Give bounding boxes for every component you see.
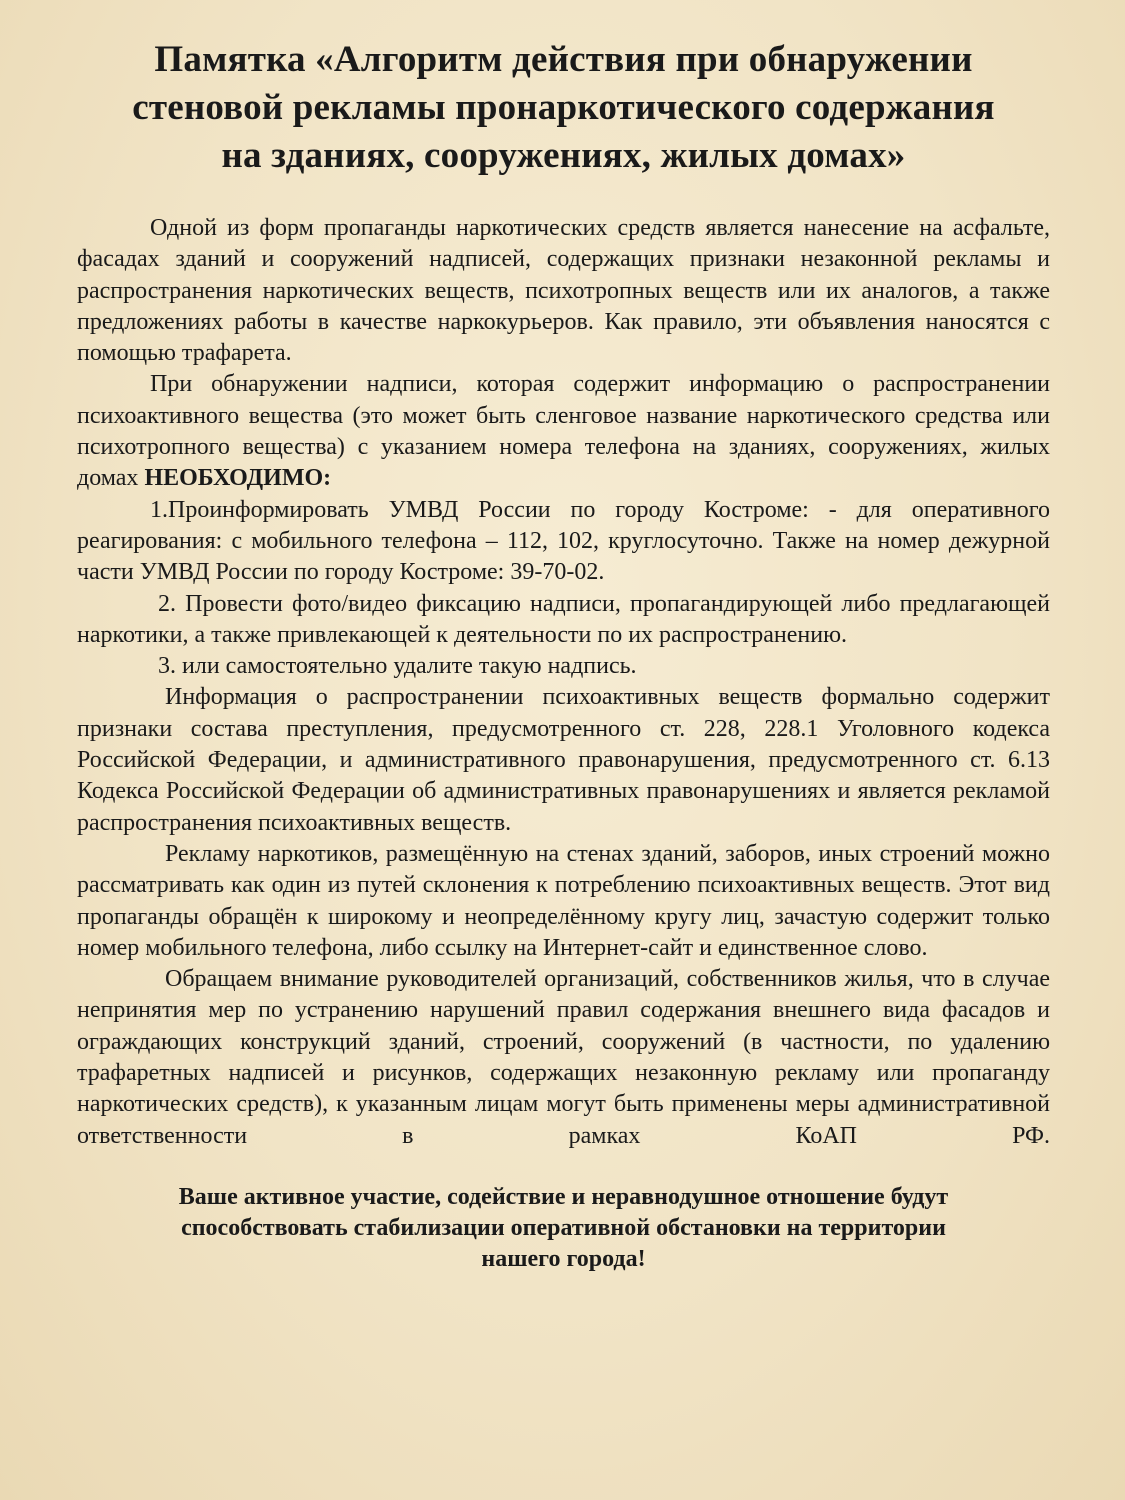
detection-text: При обнаружении надписи, которая содержит информацию о распространении психоактивного вещества (это может быть сленговое название наркотического средства или психотропного вещества) с указанием номера телефона на зданиях, сооружениях, жилых домах: [77, 371, 1050, 492]
closing-line-2: способствовать стабилизации оперативной обстановки на территории: [181, 1214, 946, 1241]
closing-line-1: Ваше активное участие, содействие и неравнодушное отношение будут: [178, 1183, 949, 1210]
detection-paragraph: [77, 369, 1050, 494]
step-3-paragraph: 3. или самостоятельно удалите такую надпись.: [158, 653, 637, 680]
closing-appeal: [77, 1182, 1050, 1275]
attention-paragraph: Обращаем внимание руководителей организаций, собственников жилья, что в случае непринятия мер по устранению нарушений правил содержания внешнего вида фасадов и ограждающих конструкций зданий, строений, сооружений (в частности, по удалению трафаретных надписей и рисунков, содержащих незаконную рекламу или пропаганду наркотических средств), к указанным лицам могут быть применены меры административной ответственности в рамках КоАП РФ.: [77, 966, 1050, 1149]
advertising-paragraph: Рекламу наркотиков, размещённую на стенах зданий, заборов, иных строений можно рассматривать как один из путей склонения к потреблению психоактивных веществ. Этот вид пропаганды обращён к широкому и неопределённому кругу лиц, зачастую содержит только номер мобильного телефона, либо ссылку на Интернет-сайт и единственное слово.: [77, 840, 1050, 961]
legal-paragraph: Информация о распространении психоактивных веществ формально содержит признаки состава преступления, предусмотренного ст. 228, 228.1 Уголовного кодекса Российской Федерации, и административного правонарушения, предусмотренного ст. 6.13 Кодекса Российской Федерации об административных правонарушениях и является рекламой распространения психоактивных веществ.: [77, 684, 1050, 836]
step-1-paragraph: 1.Проинформировать УМВД России по городу Костроме: - для оперативного реагирования: с мобильного телефона – 112, 102, круглосуточно. Также на номер дежурной части УМВД России по городу Костроме: 39-70-02.: [77, 496, 1050, 586]
title-line-2: стеновой рекламы пронаркотического содержания: [132, 87, 995, 128]
detection-emphasis: НЕОБХОДИМО:: [144, 465, 332, 492]
page-title: [77, 36, 1050, 180]
title-line-1: Памятка «Алгоритм действия при обнаружении: [154, 39, 973, 80]
intro-paragraph: Одной из форм пропаганды наркотических средств является нанесение на асфальте, фасадах зданий и сооружений надписей, содержащих признаки незаконной рекламы и распространения наркотических веществ, психотропных веществ или их аналогов, а также предложениях работы в качестве наркокурьеров. Как правило, эти объявления наносятся с помощью трафарета.: [77, 215, 1050, 367]
title-line-3: на зданиях, сооружениях, жилых домах»: [221, 135, 906, 176]
memo-body: [77, 213, 1050, 1152]
step-2-paragraph: 2. Провести фото/видео фиксацию надписи, пропагандирующей либо предлагающей наркотики, а также привлекающей к деятельности по их распространению.: [77, 590, 1050, 648]
closing-line-3: нашего города!: [481, 1245, 646, 1272]
